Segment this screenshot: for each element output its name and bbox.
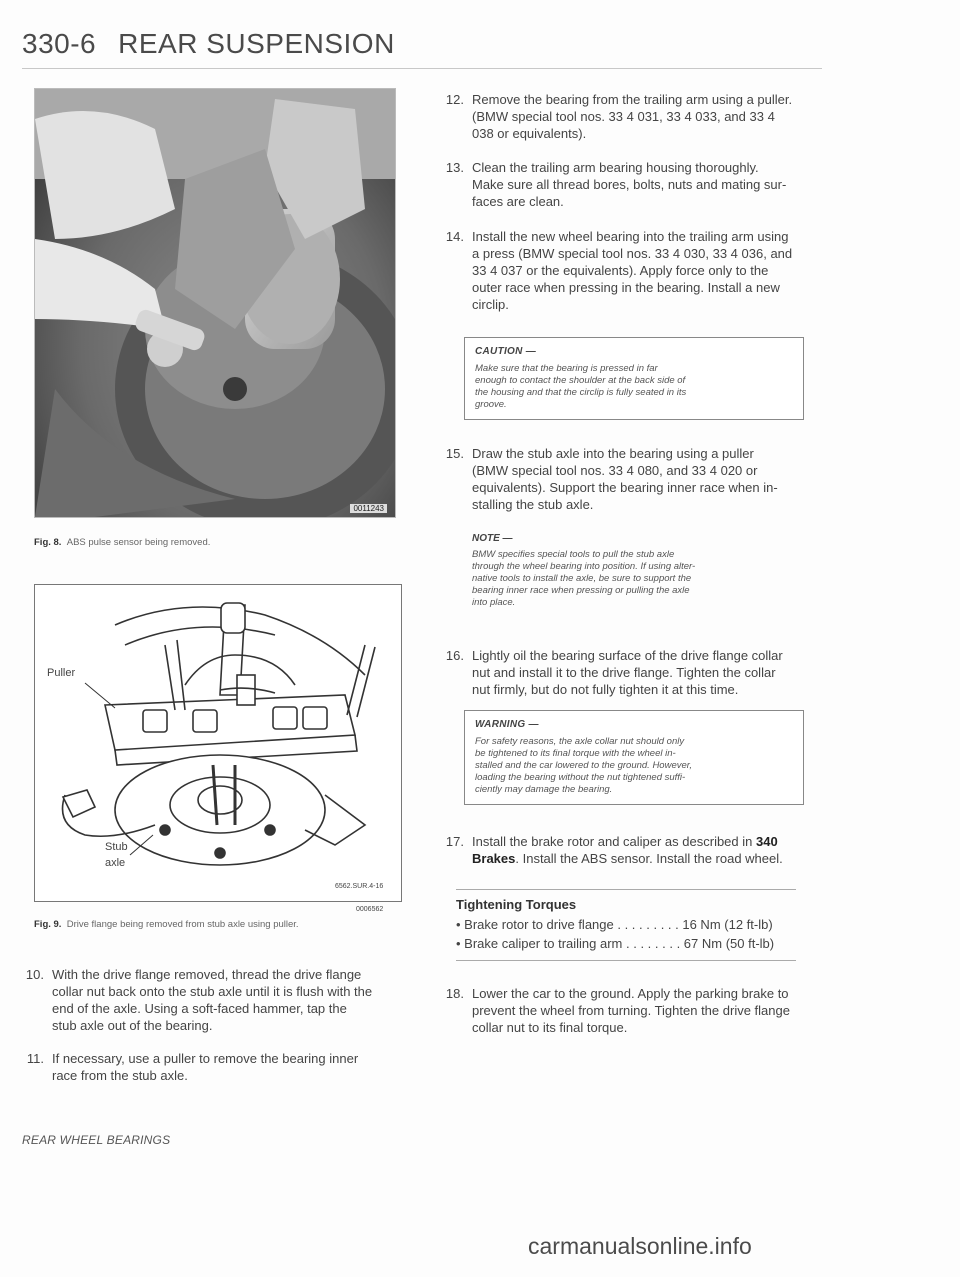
caution-box — [464, 337, 804, 420]
step-line: nut and install it to the drive flange. Tighten the collar — [472, 665, 776, 680]
step-line: 33 4 037 or the equivalents). Apply force only to the — [472, 263, 769, 278]
fig9-label: Fig. 9. — [34, 919, 62, 930]
warning-title: WARNING — — [475, 719, 539, 730]
step-11 — [20, 1050, 420, 1086]
photo-id: 0011243 — [350, 504, 387, 513]
step-number: 11. — [26, 1051, 44, 1066]
step-number: 17. — [445, 834, 464, 849]
note-title: NOTE — — [472, 533, 513, 544]
label-stub: Stub — [105, 841, 128, 853]
caution-line: Make sure that the bearing is pressed in far — [475, 363, 658, 374]
fig8-caption — [34, 537, 210, 548]
step-number: 16. — [445, 648, 464, 663]
label-axle: axle — [105, 857, 126, 869]
step-line: (BMW special tool nos. 33 4 031, 33 4 033, and 33 4 — [472, 109, 775, 124]
step-line: Lower the car to the ground. Apply the parking brake to — [472, 986, 789, 1001]
step-line: 038 or equivalents). — [472, 126, 587, 141]
fig9-caption-text: Drive flange being removed from stub axle using puller. — [66, 919, 299, 930]
page-header — [22, 28, 395, 60]
step-10 — [20, 966, 420, 1036]
note-line: BMW specifies special tools to pull the stub axle — [472, 549, 675, 560]
cross-ref-number[interactable]: 340 — [756, 834, 778, 849]
step-number: 15. — [445, 446, 464, 461]
step-line: Clean the trailing arm bearing housing thoroughly. — [472, 160, 759, 175]
warning-line: stalled and the car lowered to the ground. However, — [475, 760, 693, 771]
step-line: Lightly oil the bearing surface of the drive flange collar — [472, 648, 783, 663]
warning-line: For safety reasons, the axle collar nut should only — [475, 736, 685, 747]
step-line: (BMW special tool nos. 33 4 080, and 33 4 020 or — [472, 463, 758, 478]
step-line: nut firmly, but do not fully tighten it at this time. — [472, 682, 739, 697]
step-line: collar nut to its final torque. — [472, 1020, 628, 1035]
step-line: With the drive flange removed, thread the drive flange — [52, 967, 362, 982]
caution-line: groove. — [475, 399, 507, 410]
step-number: 13. — [445, 160, 464, 175]
step-line: end of the axle. Using a soft-faced hammer, tap the — [52, 1001, 347, 1016]
warning-line: loading the bearing without the nut tightened suffi- — [475, 772, 686, 783]
torque-rule-bottom — [456, 960, 796, 961]
drawing-id: 6562.SUR.4-16 — [335, 883, 384, 890]
warning-line: ciently may damage the bearing. — [475, 784, 613, 795]
abs-sensor-photo — [34, 88, 396, 518]
step-line: prevent the wheel from turning. Tighten the drive flange — [472, 1003, 790, 1018]
step-number: 10. — [25, 967, 44, 982]
step-line: Install the brake rotor and caliper as described in — [472, 834, 756, 849]
note-line: into place. — [472, 597, 516, 608]
step-number: 12. — [445, 92, 464, 107]
label-puller: Puller — [47, 667, 76, 679]
note-line: bearing inner race when pressing or pulling the axle — [472, 585, 690, 596]
step-line: race from the stub axle. — [52, 1068, 188, 1083]
step-line: outer race when pressing in the bearing. Install a new — [472, 280, 780, 295]
torque-rule-top — [456, 889, 796, 890]
cross-ref-title[interactable]: Brakes — [472, 851, 516, 866]
step-line: faces are clean. — [472, 194, 564, 209]
step-line: Install the new wheel bearing into the trailing arm using — [472, 229, 789, 244]
puller-diagram — [34, 584, 402, 902]
step-line: circlip. — [472, 297, 509, 312]
torque-row: • Brake rotor to drive flange . . . . . . . . . 16 Nm (12 ft-lb) — [456, 917, 773, 932]
note-block — [472, 533, 792, 609]
step-number: 14. — [445, 229, 464, 244]
figure-id: 0006562 — [356, 906, 384, 913]
caution-title: CAUTION — — [475, 346, 537, 357]
warning-line: be tightened to its final torque with the wheel in- — [475, 748, 676, 759]
caution-line: enough to contact the shoulder at the back side of — [475, 375, 686, 386]
header-rule — [22, 68, 822, 69]
torque-title: Tightening Torques — [456, 897, 577, 912]
step-line: Draw the stub axle into the bearing using a puller — [472, 446, 754, 461]
site-watermark[interactable]: carmanualsonline.info — [528, 1233, 752, 1259]
page-number: 330-6 — [22, 28, 97, 59]
section-title: REAR SUSPENSION — [118, 28, 395, 59]
step-line: collar nut back onto the stub axle until it is flush with the — [52, 984, 373, 999]
step-line: equivalents). Support the bearing inner race when in- — [472, 480, 778, 495]
page-footer: REAR WHEEL BEARINGS — [22, 1133, 171, 1147]
step-line: Make sure all thread bores, bolts, nuts and mating sur- — [472, 177, 787, 192]
note-line: through the wheel bearing into position. If using alter- — [472, 561, 696, 572]
step-line: Remove the bearing from the trailing arm using a puller. — [472, 92, 793, 107]
fig8-caption-text: ABS pulse sensor being removed. — [66, 537, 211, 548]
step-line: stalling the stub axle. — [472, 497, 594, 512]
step-line: If necessary, use a puller to remove the bearing inner — [52, 1051, 359, 1066]
fig8-label: Fig. 8. — [34, 537, 62, 548]
step-line: . Install the ABS sensor. Install the road wheel. — [515, 851, 783, 866]
step-line: stub axle out of the bearing. — [52, 1018, 213, 1033]
caution-line: the housing and that the circlip is fully seated in its — [475, 387, 687, 398]
step-line: a press (BMW special tool nos. 33 4 030, 33 4 036, and — [472, 246, 793, 261]
fig9-caption — [34, 919, 299, 930]
step-number: 18. — [445, 986, 464, 1001]
note-line: native tools to install the axle, be sure to support the — [472, 573, 692, 584]
warning-box — [464, 710, 804, 805]
torque-row: • Brake caliper to trailing arm . . . . . . . . 67 Nm (50 ft-lb) — [456, 936, 775, 951]
